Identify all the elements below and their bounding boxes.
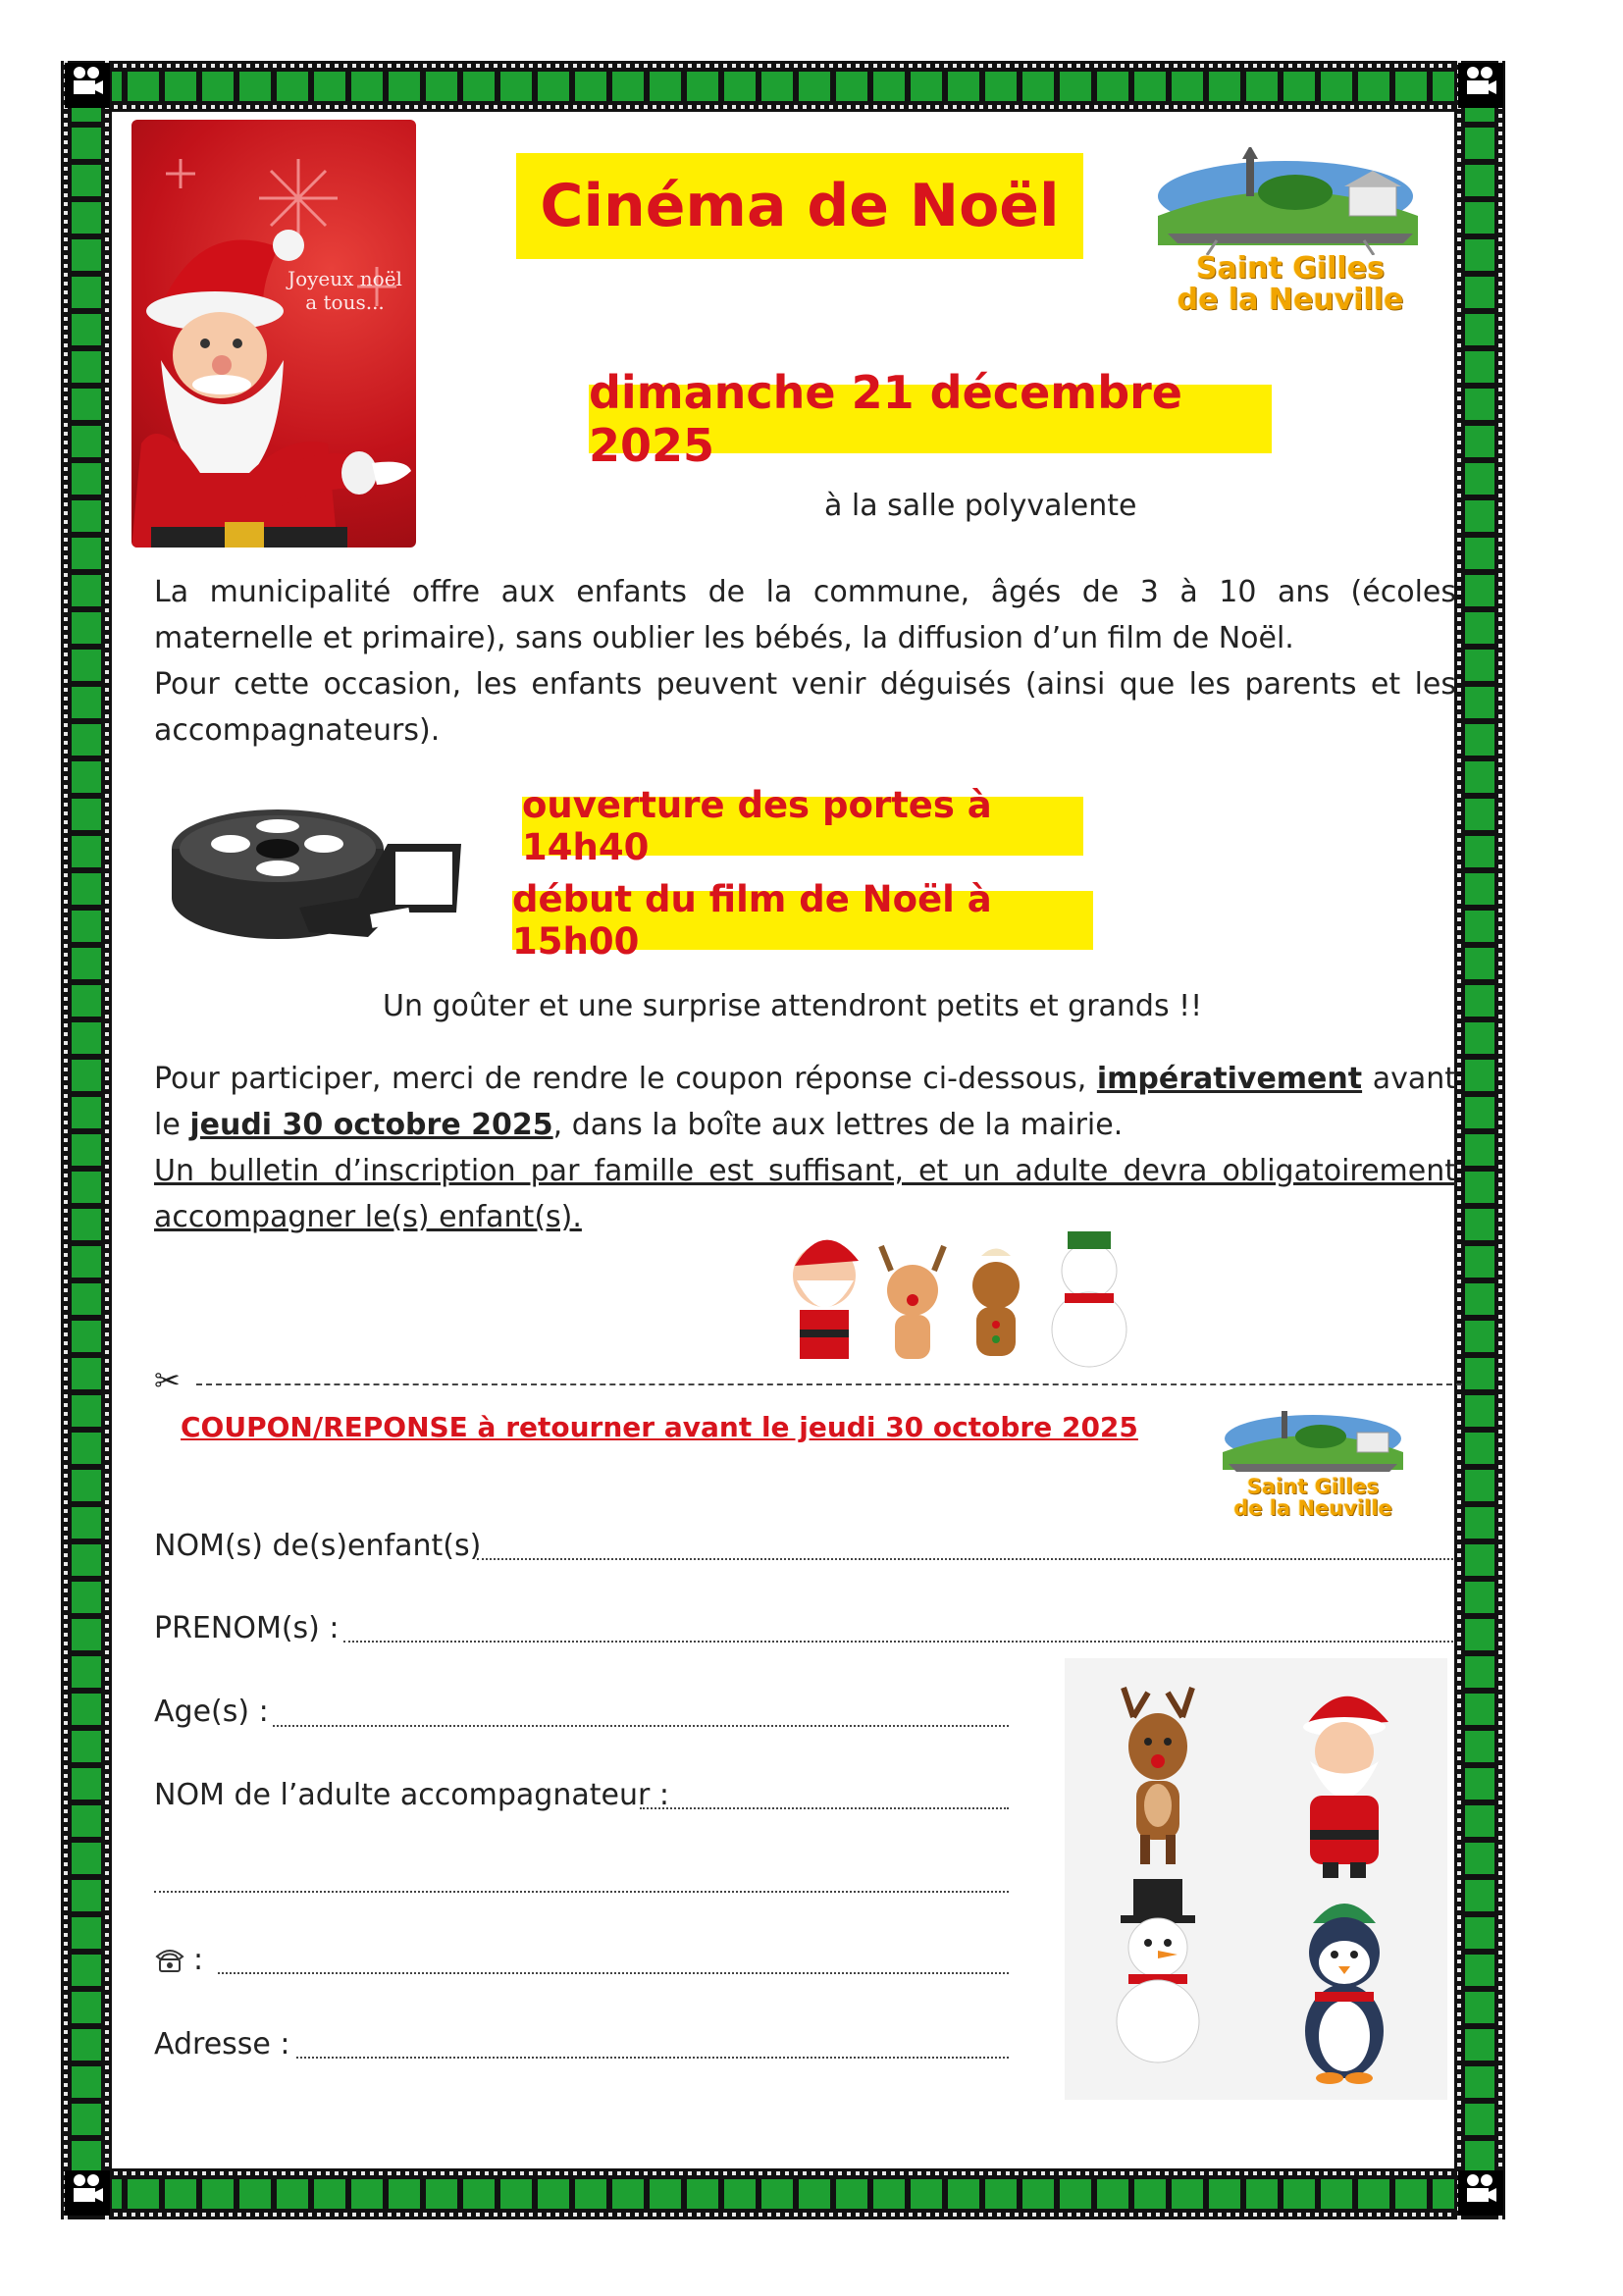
participation-note: Un bulletin d’inscription par famille est suffisant, et un adulte devra obligatoirement accompagner le(s) enfant(s). — [154, 1154, 1456, 1234]
participation-emphasis: impérativement — [1096, 1062, 1363, 1096]
doors-opening-time: ouverture des portes à 14h40 — [522, 784, 992, 868]
adult-name-field-continued[interactable] — [154, 1889, 1009, 1893]
telephone-icon — [154, 1947, 185, 1976]
film-camera-icon — [1458, 63, 1503, 108]
logo-town-name: de la Neuville — [1233, 1496, 1392, 1521]
town-logo — [1148, 147, 1433, 334]
film-camera-icon — [65, 2170, 110, 2216]
logo-town-name: Saint Gilles — [1196, 251, 1385, 286]
ages-field[interactable] — [273, 1723, 1009, 1727]
first-names-label: PRENOM(s) : — [154, 1611, 340, 1645]
film-start-banner — [512, 878, 1093, 963]
participation-mid: avant le — [154, 1062, 1456, 1142]
coupon-heading: COUPON/REPONSE à retourner avant le jeudi 30 octobre 2025 — [181, 1411, 1138, 1443]
adult-name-label: NOM de l’adulte accompagnateur : — [154, 1778, 669, 1812]
intro-paragraph: La municipalité offre aux enfants de la commune, âgés de 3 à 10 ans (écoles maternelle et primaire), sans oublier les bébés, la diffusion d’un film de Noël. — [154, 575, 1456, 655]
address-label: Adresse : — [154, 2027, 290, 2061]
event-venue: à la salle polyvalente — [824, 489, 1137, 523]
intro-text — [154, 569, 1456, 754]
event-date-banner — [589, 366, 1272, 472]
children-name-label: NOM(s) de(s)enfant(s) — [154, 1529, 482, 1563]
phone-label: : — [193, 1943, 204, 1977]
film-camera-icon — [65, 63, 110, 108]
film-reel-icon — [162, 805, 466, 952]
adult-name-field[interactable] — [640, 1805, 1009, 1809]
christmas-characters-grid-image — [1065, 1658, 1447, 2100]
film-border-top — [61, 61, 1505, 112]
film-border-right — [1454, 61, 1505, 2219]
ages-label: Age(s) : — [154, 1695, 269, 1729]
town-logo-small — [1215, 1405, 1411, 1533]
event-date: dimanche 21 décembre 2025 — [589, 366, 1183, 472]
doors-opening-banner — [522, 784, 1083, 868]
cut-line — [196, 1383, 1462, 1385]
participation-intro: Pour participer, merci de rendre le coupon réponse ci-dessous, — [154, 1062, 1097, 1096]
participation-end: , dans la boîte aux lettres de la mairie. — [552, 1108, 1124, 1142]
children-name-field[interactable] — [477, 1556, 1453, 1560]
poster-greeting: Joyeux noël — [288, 267, 402, 290]
title-banner — [516, 153, 1083, 259]
deadline-date: jeudi 30 octobre 2025 — [189, 1108, 553, 1142]
participation-text — [154, 1056, 1456, 1240]
poster-greeting: a tous... — [305, 290, 385, 314]
snack-announcement: Un goûter et une surprise attendront petits et grands !! — [383, 989, 1203, 1023]
logo-town-name: Saint Gilles — [1246, 1475, 1380, 1498]
intro-paragraph: Pour cette occasion, les enfants peuvent venir déguisés (ainsi que les parents et les accompagnateurs). — [154, 667, 1456, 748]
address-field[interactable] — [296, 2055, 1009, 2059]
film-border-bottom — [61, 2168, 1505, 2219]
phone-field[interactable] — [218, 1970, 1009, 1974]
scissors-icon: ✂ — [154, 1362, 181, 1399]
first-names-field[interactable] — [343, 1639, 1453, 1643]
film-border-left — [61, 61, 112, 2219]
page-title: Cinéma de Noël — [540, 172, 1060, 240]
film-camera-icon — [1458, 2170, 1503, 2216]
christmas-characters-image — [775, 1217, 1168, 1374]
santa-poster — [131, 120, 416, 548]
logo-town-name: de la Neuville — [1177, 282, 1404, 317]
film-start-time: début du film de Noël à 15h00 — [512, 878, 992, 963]
